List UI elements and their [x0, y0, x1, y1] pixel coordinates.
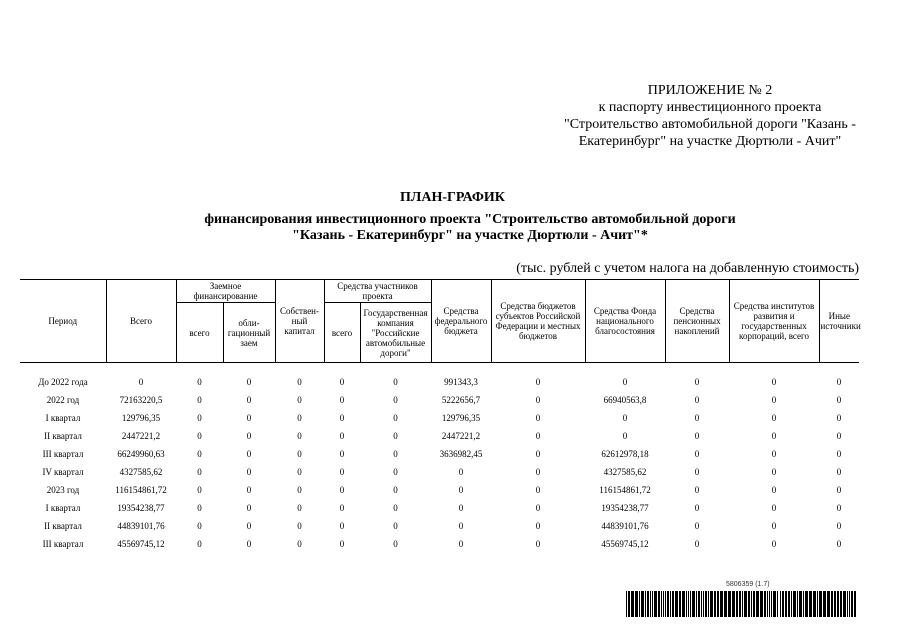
row-value-cell: 0 — [339, 431, 345, 441]
row-value-cell: 0 — [393, 449, 398, 459]
row-value-cell: 0 — [694, 521, 700, 531]
barcode-bar — [705, 591, 707, 617]
row-value-cell: 129796,35 — [441, 413, 481, 423]
financing-schedule-table — [20, 279, 859, 553]
row-value-cell: 0 — [694, 449, 700, 459]
row-value-cell: 0 — [297, 539, 302, 549]
barcode-bar — [641, 591, 644, 617]
row-value-cell: 0 — [535, 521, 541, 531]
row-value-cell: 0 — [458, 485, 464, 495]
row-value-cell: 0 — [535, 539, 541, 549]
barcode-bar — [780, 591, 781, 617]
row-value-cell: 0 — [339, 395, 345, 405]
row-value-cell: 0 — [393, 413, 398, 423]
barcode-bar — [742, 591, 743, 617]
barcode-bar — [777, 591, 778, 617]
barcode-bar — [708, 591, 709, 617]
barcode-bar — [851, 591, 853, 617]
row-value-cell: 0 — [836, 539, 842, 549]
barcode-image — [626, 591, 858, 617]
header-loan-total: всего — [176, 303, 223, 363]
row-value-cell: 0 — [535, 467, 541, 477]
row-value-cell: 0 — [771, 431, 777, 441]
barcode-bar — [736, 591, 738, 617]
barcode-bar — [773, 591, 776, 617]
barcode-bar — [767, 591, 768, 617]
barcode-bar — [769, 591, 770, 617]
barcode-bar — [717, 591, 719, 617]
table-row — [20, 409, 859, 427]
row-value-cell: 19354238,77 — [601, 503, 649, 513]
row-value-cell: 0 — [393, 503, 398, 513]
row-value-cell: 0 — [535, 503, 541, 513]
row-value-cell: 0 — [694, 395, 700, 405]
row-value-cell: 0 — [246, 503, 252, 513]
row-value-cell: 0 — [297, 377, 302, 387]
row-value-cell: 0 — [246, 377, 252, 387]
barcode-bar — [834, 591, 836, 617]
barcode-bar — [728, 591, 731, 617]
row-period-cell: 2023 год — [46, 485, 80, 495]
row-value-cell: 44839101,76 — [117, 521, 165, 531]
row-value-cell: 5222656,7 — [441, 395, 481, 405]
subtitle-line: финансирования инвестиционного проекта "Строительство автомобильной дороги — [204, 212, 736, 227]
row-period-cell: II квартал — [44, 431, 82, 441]
row-value-cell: 0 — [339, 539, 345, 549]
row-value-cell: 0 — [393, 539, 398, 549]
barcode-bar — [785, 591, 787, 617]
row-value-cell: 116154861,72 — [599, 485, 651, 495]
row-value-cell: 45569745,12 — [117, 539, 165, 549]
barcode-bar — [645, 591, 646, 617]
row-value-cell: 0 — [535, 449, 541, 459]
barcode-bar — [847, 591, 848, 617]
row-value-cell: 0 — [246, 521, 252, 531]
appendix-block — [520, 82, 900, 150]
row-value-cell: 0 — [246, 413, 252, 423]
row-value-cell: 0 — [836, 377, 842, 387]
row-value-cell: 0 — [458, 503, 464, 513]
barcode-bar — [628, 591, 630, 617]
row-period-cell: До 2022 года — [38, 377, 88, 387]
appendix-number: ПРИЛОЖЕНИЕ № 2 — [647, 83, 773, 98]
row-value-cell: 0 — [694, 377, 700, 387]
row-value-cell: 0 — [393, 485, 398, 495]
subtitle-line: "Казань - Екатеринбург" на участке Дюртюли - Ачит"* — [292, 228, 648, 243]
header-other: Иные источники — [819, 280, 859, 363]
row-value-cell: 0 — [836, 485, 842, 495]
row-value-cell: 0 — [836, 467, 842, 477]
appendix-line: Екатеринбург" на участке Дюртюли - Ачит" — [578, 134, 842, 149]
row-value-cell: 0 — [339, 467, 345, 477]
row-value-cell: 0 — [197, 395, 202, 405]
row-value-cell: 0 — [339, 413, 345, 423]
barcode-bar — [771, 591, 772, 617]
barcode-bar — [843, 591, 846, 617]
row-value-cell: 2447221,2 — [441, 431, 481, 441]
row-value-cell: 0 — [458, 467, 464, 477]
row-value-cell: 0 — [246, 539, 252, 549]
row-period-cell: IV квартал — [42, 467, 84, 477]
row-value-cell: 0 — [771, 377, 777, 387]
row-value-cell: 0 — [694, 503, 700, 513]
row-value-cell: 0 — [339, 377, 345, 387]
row-value-cell: 0 — [197, 413, 202, 423]
header-federal: Средства федерального бюджета — [431, 280, 491, 363]
barcode-bar — [682, 591, 685, 617]
row-value-cell: 0 — [138, 377, 144, 387]
barcode-bar — [760, 591, 763, 617]
barcode-bar — [654, 591, 657, 617]
header-participants-group: Средства участников проекта — [324, 280, 431, 303]
barcode-bar — [639, 591, 640, 617]
row-value-cell: 0 — [836, 395, 842, 405]
barcode-bar — [690, 591, 691, 617]
row-value-cell: 0 — [197, 503, 202, 513]
row-value-cell: 0 — [694, 431, 700, 441]
barcode-bar — [764, 591, 766, 617]
row-value-cell: 0 — [535, 377, 541, 387]
barcode-bar — [817, 591, 818, 617]
row-period-cell: III квартал — [42, 539, 84, 549]
barcode-bar — [805, 591, 808, 617]
row-value-cell: 0 — [836, 449, 842, 459]
header-participants-total: всего — [324, 303, 360, 363]
header-pension: Средства пенсионных накоплений — [665, 280, 729, 363]
row-value-cell: 4327585,62 — [603, 467, 647, 477]
barcode-bar — [827, 591, 830, 617]
row-value-cell: 0 — [246, 485, 252, 495]
barcode-bar — [791, 591, 792, 617]
row-value-cell: 66249960,63 — [117, 449, 165, 459]
row-value-cell: 0 — [339, 485, 345, 495]
row-value-cell: 0 — [393, 395, 398, 405]
row-period-cell: I квартал — [45, 413, 81, 423]
row-value-cell: 0 — [836, 413, 842, 423]
barcode-bar — [748, 591, 750, 617]
barcode-bar — [631, 591, 634, 617]
barcode-bar — [701, 591, 702, 617]
barcode-bar — [849, 591, 850, 617]
row-value-cell: 0 — [297, 503, 302, 513]
row-value-cell: 0 — [297, 449, 302, 459]
row-value-cell: 0 — [771, 467, 777, 477]
barcode-bar — [803, 591, 804, 617]
row-value-cell: 0 — [339, 449, 345, 459]
row-value-cell: 0 — [246, 467, 252, 477]
table-row — [20, 427, 859, 445]
barcode-bar — [782, 591, 784, 617]
header-institutes: Средства институтов развития и государственных корпораций, всего — [729, 280, 819, 363]
row-value-cell: 0 — [197, 431, 202, 441]
document-title: ПЛАН-ГРАФИК — [400, 190, 505, 205]
row-value-cell: 0 — [458, 539, 464, 549]
row-value-cell: 0 — [694, 413, 700, 423]
row-value-cell: 0 — [197, 521, 202, 531]
row-value-cell: 0 — [694, 485, 700, 495]
barcode-bar — [688, 591, 689, 617]
row-period-cell: 2022 год — [46, 395, 80, 405]
row-value-cell: 0 — [771, 503, 777, 513]
barcode-bar — [799, 591, 802, 617]
row-value-cell: 0 — [339, 521, 345, 531]
row-value-cell: 0 — [458, 521, 464, 531]
row-value-cell: 66940563,8 — [603, 395, 647, 405]
barcode-bar — [837, 591, 839, 617]
barcode-bar — [665, 591, 666, 617]
row-period-cell: II квартал — [44, 521, 82, 531]
barcode-bar — [650, 591, 651, 617]
row-value-cell: 0 — [622, 377, 628, 387]
barcode-bar — [739, 591, 741, 617]
document-code: 5806359 (1.7) — [726, 581, 770, 588]
row-value-cell: 0 — [622, 431, 628, 441]
appendix-line: "Строительство автомобильной дороги "Казань - — [564, 117, 856, 132]
row-value-cell: 3636982,45 — [439, 449, 483, 459]
row-value-cell: 116154861,72 — [115, 485, 167, 495]
row-value-cell: 62612978,18 — [601, 449, 649, 459]
barcode-bar — [647, 591, 649, 617]
row-value-cell: 0 — [694, 539, 700, 549]
barcode-bar — [732, 591, 735, 617]
barcode-bar — [788, 591, 790, 617]
row-value-cell: 0 — [297, 521, 302, 531]
header-regional: Средства бюджетов субъектов Российской Федерации и местных бюджетов — [491, 280, 585, 363]
row-value-cell: 0 — [297, 413, 302, 423]
row-value-cell: 0 — [535, 413, 541, 423]
barcode-bar — [626, 591, 627, 617]
barcode-bar — [663, 591, 664, 617]
barcode-bar — [686, 591, 687, 617]
barcode-bar — [854, 591, 856, 617]
barcode-bar — [724, 591, 727, 617]
row-value-cell: 0 — [771, 395, 777, 405]
barcode-bar — [714, 591, 716, 617]
row-value-cell: 72163220,5 — [119, 395, 163, 405]
header-avtodor: Государственная компания "Российские автомобильные дороги" — [360, 303, 431, 363]
row-value-cell: 0 — [339, 503, 345, 513]
row-period-cell: III квартал — [42, 449, 84, 459]
row-value-cell: 0 — [694, 467, 700, 477]
row-value-cell: 2447221,2 — [121, 431, 161, 441]
barcode-bar — [840, 591, 842, 617]
row-value-cell: 0 — [297, 467, 302, 477]
row-value-cell: 0 — [836, 431, 842, 441]
barcode-bar — [652, 591, 653, 617]
barcode-bar — [658, 591, 660, 617]
row-value-cell: 0 — [197, 377, 202, 387]
table-row — [20, 391, 859, 409]
barcode-bar — [720, 591, 723, 617]
row-value-cell: 0 — [836, 503, 842, 513]
barcode-bar — [703, 591, 704, 617]
table-row — [20, 463, 859, 481]
header-loan-group: Заемное финансирование — [176, 280, 275, 303]
barcode-bar — [667, 591, 669, 617]
barcode-bar — [793, 591, 796, 617]
header-total: Всего — [106, 280, 176, 363]
appendix-line: к паспорту инвестиционного проекта — [598, 100, 822, 115]
barcode-bar — [797, 591, 798, 617]
row-value-cell: 0 — [535, 485, 541, 495]
row-value-cell: 0 — [771, 539, 777, 549]
row-value-cell: 0 — [393, 377, 398, 387]
barcode-bar — [813, 591, 816, 617]
row-value-cell: 991343,3 — [444, 377, 478, 387]
barcode-bar — [661, 591, 662, 617]
row-value-cell: 0 — [197, 539, 202, 549]
row-value-cell: 0 — [771, 449, 777, 459]
row-value-cell: 44839101,76 — [601, 521, 649, 531]
row-value-cell: 0 — [393, 431, 398, 441]
barcode-bar — [635, 591, 638, 617]
row-value-cell: 0 — [622, 413, 628, 423]
barcode-bar — [670, 591, 671, 617]
table-row — [20, 445, 859, 463]
barcode-bar — [679, 591, 681, 617]
row-value-cell: 0 — [297, 431, 302, 441]
table-body — [20, 363, 859, 554]
row-value-cell: 0 — [836, 521, 842, 531]
row-value-cell: 0 — [297, 395, 302, 405]
row-period-cell: I квартал — [45, 503, 81, 513]
barcode-bar — [819, 591, 822, 617]
row-value-cell: 129796,35 — [121, 413, 161, 423]
row-value-cell: 0 — [197, 485, 202, 495]
barcode-bar — [696, 591, 697, 617]
row-value-cell: 0 — [246, 431, 252, 441]
barcode-bar — [672, 591, 674, 617]
row-value-cell: 0 — [246, 395, 252, 405]
barcode-bar — [692, 591, 695, 617]
row-value-cell: 0 — [197, 449, 202, 459]
row-value-cell: 0 — [771, 485, 777, 495]
barcode-bar — [675, 591, 678, 617]
barcode-bar — [831, 591, 833, 617]
header-equity: Собствен-ный капитал — [275, 280, 324, 363]
row-value-cell: 0 — [197, 467, 202, 477]
row-value-cell: 0 — [771, 413, 777, 423]
table-row — [20, 373, 859, 391]
document-subtitle — [140, 212, 800, 244]
barcode-bar — [710, 591, 713, 617]
row-value-cell: 45569745,12 — [601, 539, 649, 549]
barcode-bar — [751, 591, 752, 617]
table-row — [20, 499, 859, 517]
barcode-bar — [809, 591, 812, 617]
row-value-cell: 4327585,62 — [119, 467, 163, 477]
header-loan-bonds: обли-гационный заем — [223, 303, 275, 363]
barcode-bar — [744, 591, 747, 617]
row-value-cell: 0 — [246, 449, 252, 459]
row-value-cell: 19354238,77 — [117, 503, 165, 513]
header-nwf: Средства Фонда национального благосостояния — [585, 280, 665, 363]
units-note: (тыс. рублей с учетом налога на добавленную стоимость) — [516, 261, 859, 276]
table-row — [20, 481, 859, 499]
table-row — [20, 517, 859, 535]
header-period: Период — [20, 280, 106, 363]
row-value-cell: 0 — [535, 431, 541, 441]
barcode-bar — [753, 591, 755, 617]
row-value-cell: 0 — [297, 485, 302, 495]
row-value-cell: 0 — [393, 521, 398, 531]
row-value-cell: 0 — [771, 521, 777, 531]
table-row — [20, 535, 859, 553]
barcode-bar — [756, 591, 759, 617]
barcode-bar — [698, 591, 700, 617]
barcode-bar — [823, 591, 826, 617]
row-value-cell: 0 — [393, 467, 398, 477]
row-value-cell: 0 — [535, 395, 541, 405]
